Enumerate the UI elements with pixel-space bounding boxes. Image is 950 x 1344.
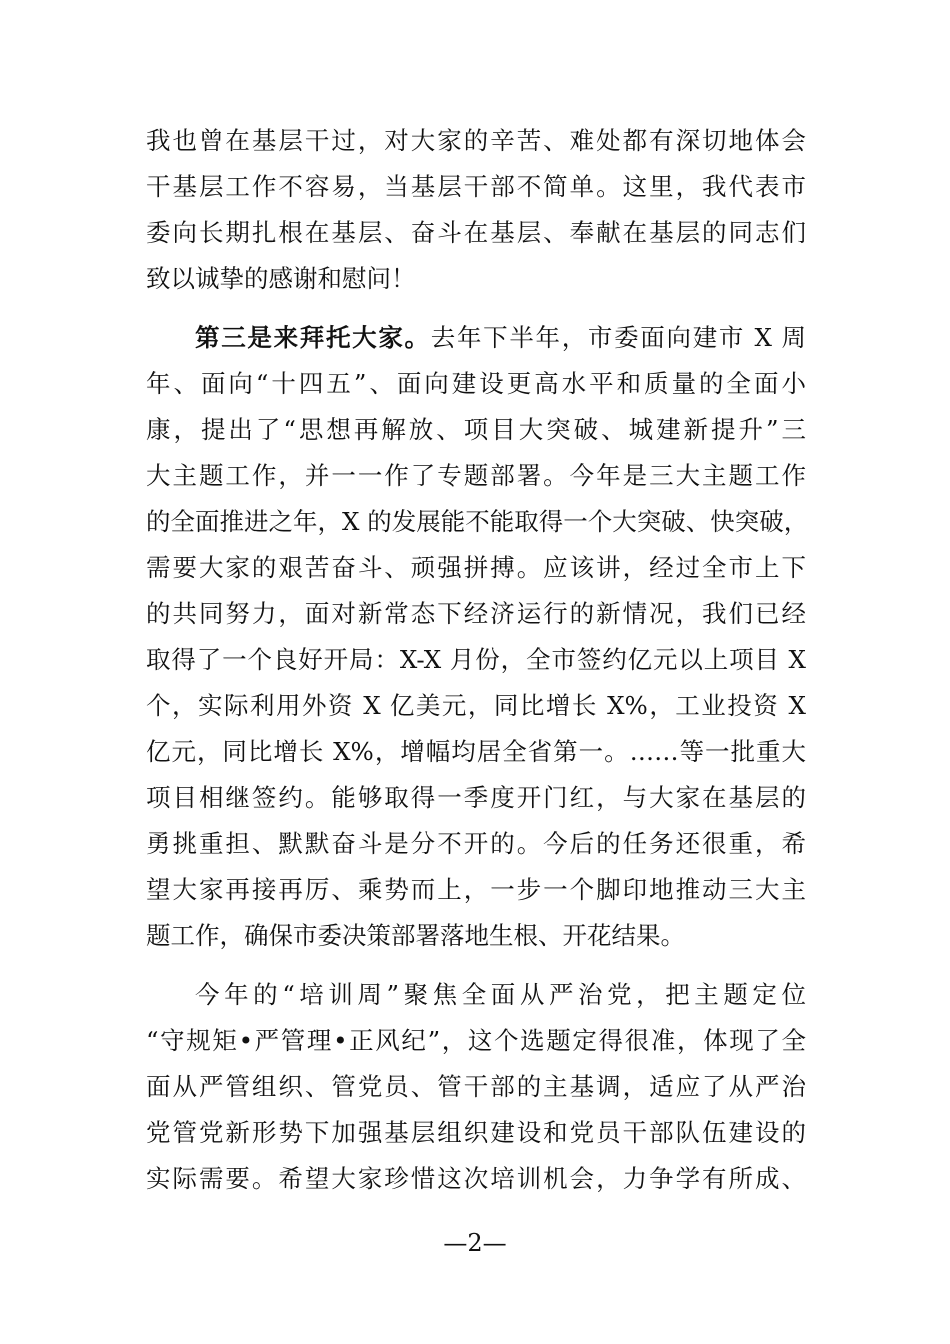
paragraph-2-line-4: 大主题工作，并一一作了专题部署。今年是三大主题工作 xyxy=(146,461,806,490)
paragraph-2-line-6: 需要大家的艰苦奋斗、顽强拼搏。应该讲，经过全市上下 xyxy=(146,553,806,582)
paragraph-1-line-4: 致以诚挚的感谢和慰问！ xyxy=(146,264,416,293)
paragraph-2-line-10: 亿元，同比增长 X%，增幅均居全省第一。……等一批重大 xyxy=(146,737,806,766)
paragraph-2-line-3: 康，提出了“思想再解放、项目大突破、城建新提升”三 xyxy=(146,415,806,444)
paragraph-2-line-9: 个，实际利用外资 X 亿美元，同比增长 X%，工业投资 X xyxy=(146,691,806,720)
paragraph-3-line-4: 党管党新形势下加强基层组织建设和党员干部队伍建设的 xyxy=(146,1118,806,1147)
paragraph-2-line-2: 年、面向“十四五”、面向建设更高水平和质量的全面小 xyxy=(146,369,806,398)
paragraph-2-line-12: 勇挑重担、默默奋斗是分不开的。今后的任务还很重，希 xyxy=(146,829,806,858)
paragraph-2-lead-bold: 第三是来拜托大家。 xyxy=(195,323,431,352)
paragraph-3-line-1: 今年的“培训周”聚焦全面从严治党，把主题定位 xyxy=(195,980,806,1009)
paragraph-2-line-5: 的全面推进之年，X 的发展能不能取得一个大突破、快突破， xyxy=(146,507,809,536)
paragraph-1-line-1: 我也曾在基层干过，对大家的辛苦、难处都有深切地体会 xyxy=(146,126,806,155)
paragraph-1-line-2: 干基层工作不容易，当基层干部不简单。这里，我代表市 xyxy=(146,172,806,201)
paragraph-3-line-2: “守规矩•严管理•正风纪”，这个选题定得很准，体现了全 xyxy=(146,1026,806,1055)
page-number: —2— xyxy=(443,1229,507,1257)
paragraph-2-line-13: 望大家再接再厉、乘势而上，一步一个脚印地推动三大主 xyxy=(146,875,806,904)
paragraph-2-lead-rest: 去年下半年，市委面向建市 X 周 xyxy=(430,323,806,352)
paragraph-2-line-1 xyxy=(195,323,806,353)
paragraph-3-line-5: 实际需要。希望大家珍惜这次培训机会，力争学有所成、 xyxy=(146,1164,806,1193)
paragraph-2-line-7: 的共同努力，面对新常态下经济运行的新情况，我们已经 xyxy=(146,599,806,628)
paragraph-2-line-14: 题工作，确保市委决策部署落地生根、开花结果。 xyxy=(146,921,685,950)
paragraph-3-line-3: 面从严管组织、管党员、管干部的主基调，适应了从严治 xyxy=(146,1072,806,1101)
paragraph-1-line-3: 委向长期扎根在基层、奋斗在基层、奉献在基层的同志们 xyxy=(146,218,806,247)
paragraph-2-line-8: 取得了一个良好开局：X-X 月份，全市签约亿元以上项目 X xyxy=(146,645,806,674)
paragraph-2-line-11: 项目相继签约。能够取得一季度开门红，与大家在基层的 xyxy=(146,783,806,812)
